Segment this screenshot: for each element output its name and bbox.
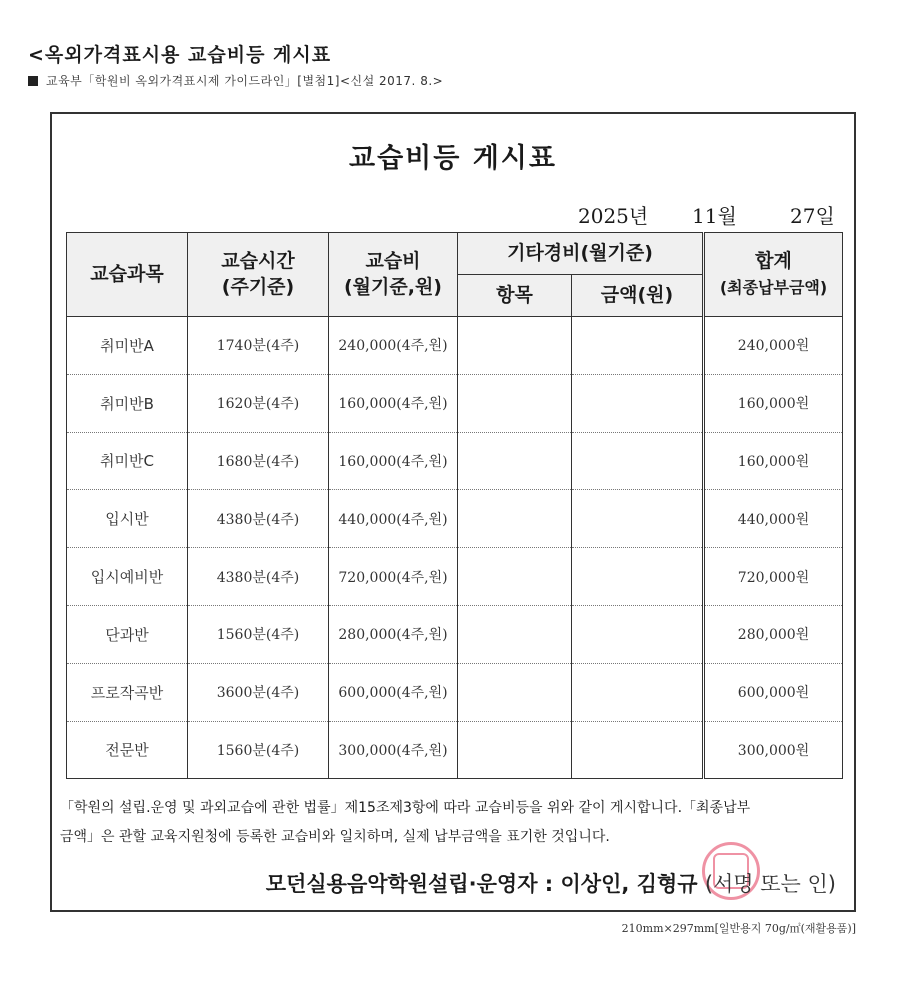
cell-item	[458, 605, 572, 663]
paper-spec: 210mm×297mm[일반용지 70g/㎡(재활용품)]	[621, 922, 856, 935]
cell-total: 720,000원	[704, 548, 843, 606]
posting-date	[52, 200, 854, 230]
operator-names: 모던실용음악학원설립·운영자 : 이상인, 김형규	[265, 872, 698, 896]
notice-line-1: 「학원의 설립.운영 및 과외교습에 관한 법률」제15조제3항에 따라 교습비등을 위와 같이 게시합니다.「최종납부	[60, 800, 751, 816]
cell-fee: 300,000(4주,원)	[329, 721, 458, 779]
date-day: 27일	[790, 204, 835, 228]
cell-hours: 3600분(4주)	[188, 663, 329, 721]
cell-subject: 취미반B	[67, 374, 188, 432]
cell-subject: 단과반	[67, 605, 188, 663]
cell-fee: 600,000(4주,원)	[329, 663, 458, 721]
date-month: 11월	[692, 204, 737, 228]
cell-fee: 440,000(4주,원)	[329, 490, 458, 548]
table-row	[67, 432, 843, 490]
header-other-item: 항목	[458, 275, 572, 317]
cell-fee: 240,000(4주,원)	[329, 317, 458, 375]
cell-hours: 4380분(4주)	[188, 490, 329, 548]
fee-notice-form	[50, 112, 856, 912]
cell-hours: 1740분(4주)	[188, 317, 329, 375]
cell-total: 160,000원	[704, 374, 843, 432]
cell-item	[458, 374, 572, 432]
cell-total: 240,000원	[704, 317, 843, 375]
table-row	[67, 605, 843, 663]
cell-item	[458, 432, 572, 490]
cell-fee: 280,000(4주,원)	[329, 605, 458, 663]
cell-total: 600,000원	[704, 663, 843, 721]
table-row	[67, 374, 843, 432]
cell-subject: 전문반	[67, 721, 188, 779]
cell-item	[458, 317, 572, 375]
cell-item	[458, 548, 572, 606]
table-row	[67, 548, 843, 606]
cell-subject: 입시예비반	[67, 548, 188, 606]
cell-item	[458, 490, 572, 548]
cell-amount	[572, 605, 704, 663]
table-row	[67, 721, 843, 779]
cell-subject: 취미반A	[67, 317, 188, 375]
cell-fee: 160,000(4주,원)	[329, 432, 458, 490]
cell-fee: 160,000(4주,원)	[329, 374, 458, 432]
cell-amount	[572, 432, 704, 490]
cell-hours: 1680분(4주)	[188, 432, 329, 490]
cell-amount	[572, 663, 704, 721]
document-title: <옥외가격표시용 교습비등 게시표	[28, 44, 332, 66]
form-title: 교습비등 게시표	[349, 143, 557, 174]
cell-fee: 720,000(4주,원)	[329, 548, 458, 606]
table-row	[67, 663, 843, 721]
cell-amount	[572, 548, 704, 606]
date-year: 2025년	[578, 204, 649, 228]
cell-hours: 4380분(4주)	[188, 548, 329, 606]
header-other-amount: 금액(원)	[572, 275, 704, 317]
table-row	[67, 490, 843, 548]
cell-amount	[572, 374, 704, 432]
cell-hours: 1560분(4주)	[188, 721, 329, 779]
table-row	[67, 317, 843, 375]
header-other-expenses: 기타경비(월기준)	[458, 233, 704, 275]
cell-item	[458, 663, 572, 721]
fee-table	[66, 232, 843, 779]
header-hours: 교습시간 (주기준)	[188, 233, 329, 317]
header-subject: 교습과목	[67, 233, 188, 317]
notice-line-2: 금액」은 관할 교육지원청에 등록한 교습비와 일치하며, 실제 납부금액을 표기한 것입니다.	[60, 829, 610, 845]
cell-subject: 입시반	[67, 490, 188, 548]
cell-total: 300,000원	[704, 721, 843, 779]
header-total: 합계 (최종납부금액)	[704, 233, 843, 317]
header-fee: 교습비 (월기준,원)	[329, 233, 458, 317]
cell-hours: 1560분(4주)	[188, 605, 329, 663]
signature-line	[266, 868, 836, 898]
cell-hours: 1620분(4주)	[188, 374, 329, 432]
cell-item	[458, 721, 572, 779]
source-text: 교육부「학원비 옥외가격표시제 가이드라인」[별첨1]<신설 2017. 8.>	[46, 74, 444, 88]
cell-subject: 취미반C	[67, 432, 188, 490]
source-reference	[28, 72, 443, 89]
cell-total: 280,000원	[704, 605, 843, 663]
cell-total: 160,000원	[704, 432, 843, 490]
cell-subject: 프로작곡반	[67, 663, 188, 721]
cell-amount	[572, 317, 704, 375]
cell-total: 440,000원	[704, 490, 843, 548]
cell-amount	[572, 490, 704, 548]
sign-or-seal-mark: (서명 또는 인)	[704, 872, 836, 896]
square-bullet-icon	[28, 76, 38, 86]
cell-amount	[572, 721, 704, 779]
